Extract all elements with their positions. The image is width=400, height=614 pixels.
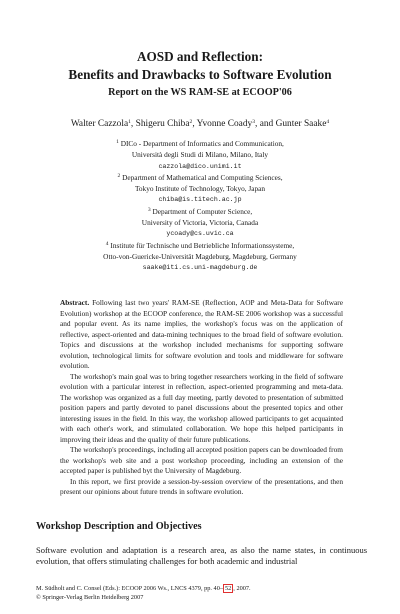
affiliation-text: University of Victoria, Victoria, Canada <box>141 218 259 228</box>
author-separator: , <box>192 119 197 129</box>
affiliation-email: chiba@is.titech.ac.jp <box>158 196 242 204</box>
author-affiliation-mark: 3 <box>252 119 256 125</box>
affiliation-text: Department of Mathematical and Computing Sciences, <box>122 172 283 182</box>
footer <box>36 584 367 602</box>
affiliation-number: 1 <box>116 139 119 145</box>
abstract-text: Following last two years' RAM-SE (Reflection, AOP and Meta-Data for Software Evolution) workshop at the ECOOP conference, the RAM-SE 2006 workshop was a successful and popular event. As its name implies, the workshop's focus was on the application of reflective, aspect-oriented and data-mining techniques to the broad field of software evolution. Topics and discussions at the workshop included mechanisms for supporting software evolution, technological limits for software evolution and tools and middleware for software evolution. <box>60 298 343 370</box>
author-affiliation-mark: 2 <box>189 119 193 125</box>
affiliation-line <box>20 172 380 183</box>
section-body-text: Software evolution and adaptation is a research area, as also the name states, in continuous evolution, that offers stimulating challenges for both academic and industrial <box>36 545 367 567</box>
affiliation-line <box>20 206 380 217</box>
affiliation-line <box>20 138 380 149</box>
author-affiliation-mark: 1 <box>128 119 131 125</box>
paper-title-line-2: Benefits and Drawbacks to Software Evolution <box>68 67 332 82</box>
author-name: Shigeru Chiba <box>135 119 190 129</box>
author <box>197 119 276 129</box>
citation-suffix: , 2007. <box>233 585 251 592</box>
affiliation-text: Institute für Technische und Betriebliche Informationssysteme, <box>110 240 295 250</box>
affiliation-text: Tokyo Institute of Technology, Tokyo, Japan <box>134 184 266 194</box>
abstract <box>60 298 343 498</box>
citation-line <box>36 584 367 593</box>
affiliation-text: Department of Computer Science, <box>152 206 253 216</box>
author <box>71 119 136 129</box>
section-heading: Workshop Description and Objectives <box>36 521 202 532</box>
abstract-paragraph: In this report, we first provide a session-by-session overview of the presentations, and then present our opinions about future trends in software evolution. <box>60 476 343 496</box>
author <box>136 119 197 129</box>
affiliation-list <box>20 138 380 274</box>
affiliation-text: Otto-von-Guericke-Universität Magdeburg, Magdeburg, Germany <box>103 251 297 261</box>
author-separator: , <box>130 119 136 129</box>
affiliation-email: saake@iti.cs.uni-magdeburg.de <box>142 264 258 272</box>
page-end-link[interactable]: 52 <box>225 585 232 592</box>
author-name: Yvonne Coady <box>196 119 253 129</box>
author-name: Walter Cazzola <box>70 119 129 129</box>
paper-subtitle: Report on the WS RAM-SE at ECOOP'06 <box>108 87 292 98</box>
affiliation-email: cazzola@dico.unimi.it <box>158 162 242 170</box>
paper-title-line-1: AOSD and Reflection: <box>136 49 263 64</box>
author <box>276 119 330 129</box>
affiliation-line <box>20 240 380 251</box>
author-name: Gunter Saake <box>275 119 327 129</box>
citation-prefix: M. Südholt and C. Consel (Eds.): ECOOP 2006 Ws., LNCS 4379, pp. 40– <box>36 585 223 592</box>
author-separator: , and <box>255 119 276 129</box>
author-list <box>0 118 400 130</box>
affiliation-email: ycoady@cs.uvic.ca <box>166 230 234 238</box>
affiliation-text: DICo - Department of Informatics and Communication, <box>120 139 284 148</box>
abstract-label: Abstract. <box>60 298 90 307</box>
affiliation-number: 3 <box>147 206 151 213</box>
affiliation-number: 4 <box>105 240 109 247</box>
copyright-line: © Springer-Verlag Berlin Heidelberg 2007 <box>36 594 144 601</box>
abstract-paragraph: The workshop's main goal was to bring together researchers working in the field of software evolution with a particular interest in reflection, aspect-oriented programming and meta-data. The workshop was organized as a full day meeting, partly devoted to presentation of submitted position papers and partly devoted to panel discussions about the presented topics and other interesting issues in the field. In this way, the workshop allowed participants to get acquainted with each other's work, and stimulated collaboration. We hope this helped participants in improving their ideas and the quality of their future publications. <box>60 371 343 444</box>
abstract-paragraph <box>60 298 343 372</box>
affiliation-number: 2 <box>117 172 121 179</box>
abstract-paragraph: The workshop's proceedings, including all accepted position papers can be downloaded from the workshop's web site and a post workshop proceeding, including an extension of the accepted paper is published byt the University of Magdeburg. <box>60 445 343 475</box>
author-affiliation-mark: 4 <box>326 119 330 125</box>
affiliation-text: Università degli Studi di Milano, Milano, Italy <box>131 150 269 160</box>
